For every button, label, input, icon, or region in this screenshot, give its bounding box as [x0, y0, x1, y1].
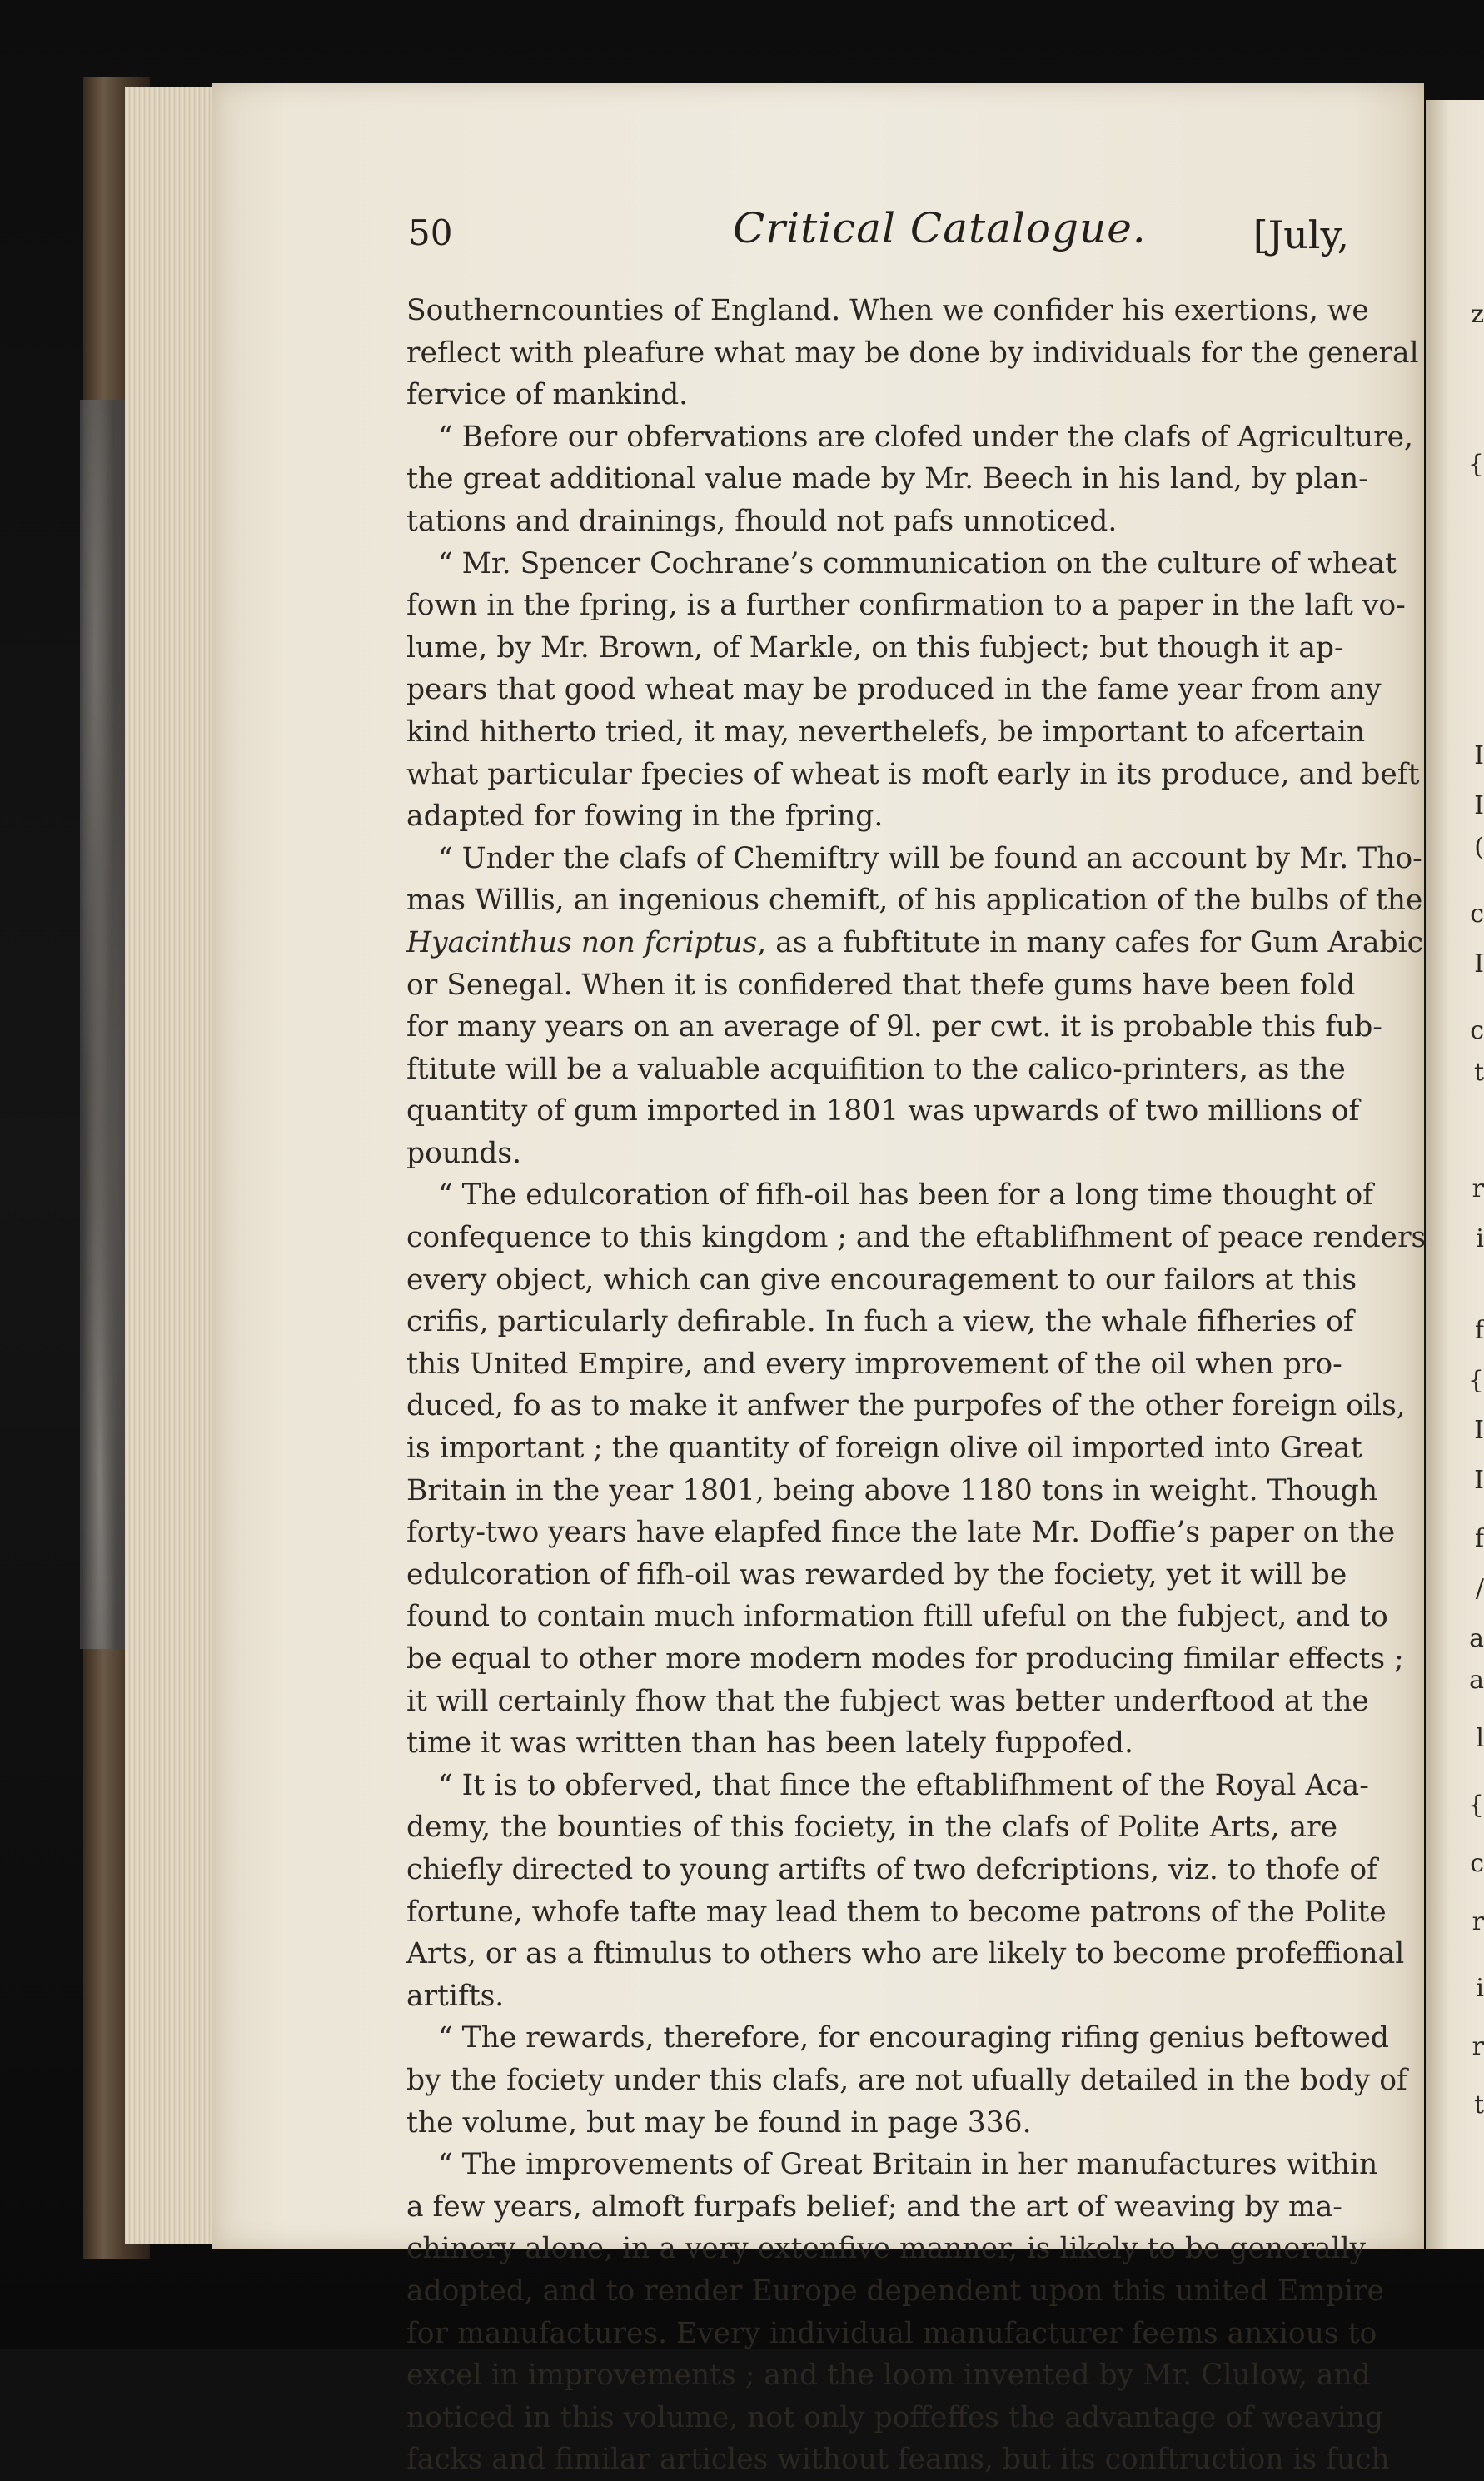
text-line: quantity of gum imported in 1801 was upwards of two millions of	[406, 1094, 1360, 1128]
running-title: Critical Catalogue.	[733, 204, 1147, 252]
text-line: found to contain much information ftill ufeful on the fubject, and to	[406, 1600, 1388, 1634]
text-line: edulcoration of fifh-oil was rewarded by the fociety, yet it will be	[406, 1557, 1347, 1592]
text-line: reflect with pleafure what may be done by individuals for the general	[406, 336, 1419, 370]
facing-page-glyph: r	[1472, 2032, 1484, 2061]
body-text	[406, 290, 1427, 2481]
facing-page-glyph: c	[1470, 1016, 1484, 1045]
text-line: it will certainly fhow that the fubject was better underftood at the	[406, 1684, 1369, 1718]
text-line: lume, by Mr. Brown, of Markle, on this fubject; but though it ap-	[406, 630, 1344, 665]
facing-page-glyph: c	[1470, 1849, 1484, 1878]
text-line: a few years, almoft furpafs belief; and the art of weaving by ma-	[406, 2190, 1342, 2224]
facing-page-glyph: t	[1473, 2090, 1484, 2120]
text-line: pears that good wheat may be produced in the fame year from any	[406, 673, 1382, 707]
facing-page-glyph: {	[1467, 1366, 1484, 1395]
text-line: for many years on an average of 9l. per cwt. it is probable this fub-	[406, 1010, 1382, 1044]
facing-page-glyph: r	[1472, 1907, 1484, 1936]
text-line: “ It is to obferved, that fince the eftablifhment of the Royal Aca-	[438, 1768, 1369, 1802]
text-line: what particular fpecies of wheat is moft early in its produce, and beft	[406, 757, 1420, 791]
text-line: adapted for fowing in the fpring.	[406, 800, 884, 834]
text-line: Britain in the year 1801, being above 1180 tons in weight. Though	[406, 1473, 1378, 1507]
text-line: adopted, and to render Europe dependent upon this united Empire	[406, 2274, 1385, 2308]
marbled-board	[80, 400, 130, 1649]
facing-page-glyph: I	[1474, 741, 1484, 770]
text-line: the great additional value made by Mr. Beech in his land, by plan-	[406, 462, 1368, 496]
facing-page-glyph: c	[1470, 899, 1484, 929]
facing-page-glyph: f	[1474, 1524, 1484, 1553]
facing-page-glyph: I	[1474, 1466, 1484, 1495]
running-date: [July,	[1252, 212, 1349, 257]
facing-page-glyph: a	[1469, 1666, 1484, 1695]
facing-page-glyph: r	[1472, 1174, 1484, 1203]
facing-page-glyph: f	[1474, 1316, 1484, 1345]
text-line: every object, which can give encouragement to our failors at this	[406, 1263, 1357, 1297]
species-name: Hyacinthus non fcriptus	[406, 925, 758, 959]
text-line: Arts, or as a ftimulus to others who are likely to become profeffional	[406, 1937, 1405, 1971]
facing-page-glyph: I	[1474, 791, 1484, 820]
text-line: this United Empire, and every improvement of the oil when pro-	[406, 1347, 1342, 1381]
facing-page-glyph: {	[1467, 450, 1484, 479]
text-line: “ Under the clafs of Chemiftry will be found an account by Mr. Tho-	[438, 841, 1422, 875]
text-line: for manufactures. Every individual manufacturer feems anxious to	[406, 2316, 1377, 2350]
facing-page-glyph: /	[1475, 1574, 1484, 1603]
text-line: be equal to other more modern modes for producing fimilar effects ;	[406, 1642, 1404, 1676]
text-line: “ The edulcoration of fifh-oil has been for a long time thought of	[438, 1178, 1373, 1213]
text-line: confequence to this kingdom ; and the eftablifhment of peace renders	[406, 1221, 1427, 1255]
text-line: fortune, whofe tafte may lead them to become patrons of the Polite	[406, 1895, 1387, 1929]
text-line: chiefly directed to young artifts of two defcriptions, viz. to thofe of	[406, 1852, 1377, 1886]
page-edges	[125, 87, 217, 2244]
text-line: fown in the fpring, is a further confirmation to a paper in the laft vo-	[406, 589, 1406, 623]
facing-page-glyph: {	[1467, 1791, 1484, 1820]
text-line: fervice of mankind.	[406, 378, 689, 412]
text-line: chinery alone, in a very extenfive manner, is likely to be generally	[406, 2232, 1367, 2266]
text-line: is important ; the quantity of foreign olive oil imported into Great	[406, 1432, 1362, 1466]
text-line: tations and drainings, fhould not pafs unnoticed.	[406, 504, 1118, 538]
text-line: forty-two years have elapfed fince the late Mr. Doffie’s paper on the	[406, 1516, 1396, 1550]
text-line: “ The improvements of Great Britain in her manufactures within	[438, 2148, 1378, 2182]
text-line: demy, the bounties of this fociety, in the clafs of Polite Arts, are	[406, 1811, 1337, 1845]
facing-page-glyph: z	[1471, 300, 1484, 329]
facing-page-edge	[1426, 100, 1484, 2249]
text-line: pounds.	[406, 1136, 522, 1170]
text-line: ftitute will be a valuable acquifition to the calico-printers, as the	[406, 1052, 1346, 1086]
facing-page-glyph: I	[1474, 1416, 1484, 1445]
text-line: “ Mr. Spencer Cochrane’s communication on the culture of wheat	[438, 546, 1397, 580]
text-line: mas Willis, an ingenious chemift, of his application of the bulbs of the	[406, 884, 1423, 918]
text-line: “ The rewards, therefore, for encouraging rifing genius beftowed	[438, 2021, 1390, 2055]
text-line: Southerncounties of England. When we confider his exertions, we	[406, 294, 1369, 327]
facing-page-glyph: I	[1474, 949, 1484, 979]
facing-page-glyph: i	[1476, 1974, 1484, 2003]
text-line: time it was written than has been lately fuppofed.	[406, 1726, 1133, 1761]
text-line: facks and fimilar articles without feams, but its conftruction is fuch	[406, 2443, 1390, 2477]
facing-page-glyph: (	[1474, 833, 1484, 862]
text-line: or Senegal. When it is confidered that thefe gums have been fold	[406, 968, 1356, 1002]
text-line: Hyacinthus non fcriptus, as a fubftitute in many cafes for Gum Arabic	[406, 925, 1423, 959]
text-line: artifts.	[406, 1979, 505, 2013]
text-line: kind hitherto tried, it may, neverthelefs, be important to afcertain	[406, 715, 1366, 749]
page-number: 50	[408, 212, 453, 253]
facing-page-glyph: l	[1476, 1724, 1484, 1753]
facing-page-glyph: i	[1476, 1224, 1484, 1253]
text-line: noticed in this volume, not only poffeffes the advantage of weaving	[406, 2400, 1384, 2434]
text-line: duced, fo as to make it anfwer the purpofes of the other foreign oils,	[406, 1389, 1406, 1423]
facing-page-glyph: t	[1473, 1058, 1484, 1087]
text-line: “ Before our obfervations are clofed under the clafs of Agriculture,	[438, 420, 1413, 454]
text-line: the volume, but may be found in page 336.	[406, 2105, 1032, 2140]
text-line: crifis, particularly defirable. In fuch a view, the whale fifheries of	[406, 1305, 1354, 1339]
page-header	[408, 204, 1349, 271]
text-line: by the fociety under this clafs, are not ufually detailed in the body of	[406, 2063, 1407, 2097]
facing-page-glyph: a	[1469, 1624, 1484, 1653]
text-line: excel in improvements ; and the loom invented by Mr. Clulow, and	[406, 2359, 1371, 2393]
